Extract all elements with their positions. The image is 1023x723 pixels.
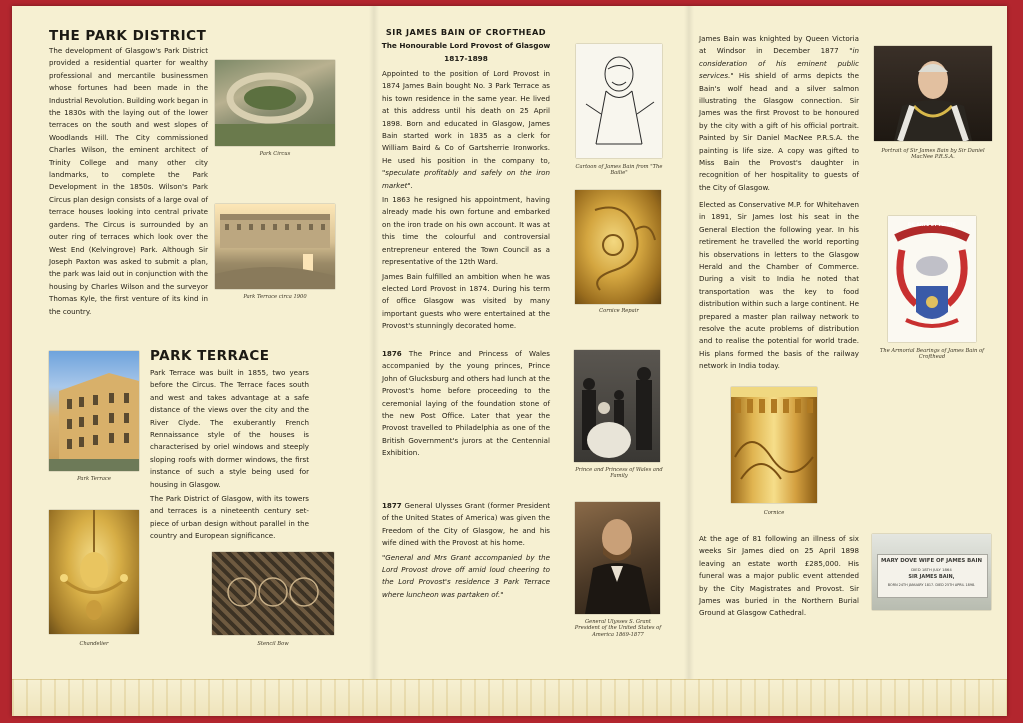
- ulysses-grant-caption: General Ulysses S. Grant President of the United States of America 1869-1877: [574, 619, 662, 638]
- park-district-title: THE PARK DISTRICT: [49, 28, 207, 44]
- ulysses-grant-photo: [575, 502, 660, 614]
- cornice-photo: [731, 387, 817, 503]
- park-terrace-1900-photo: [215, 204, 335, 289]
- bain-biography-text: Appointed to the position of Lord Provost in 1874 James Bain bought No. 3 Park Terrace as his town residence in the same year. He lived at this address until his death on 25 April 1898. Born and educated in Glasgow, James Bain started work in 1835 as a clerk for William Baird & Co of Gartsherrie Ironworks. He used his position in the company to, "speculate profitably and safely on the iron market". In 1863 he resigned his appointment, having already made his own fortune and embarked on the iron trade on his own account. It was at this time the colourful and controversial entrepreneur entered the Town Council as a representative of the 12th Ward. James Bain fulfilled an ambition when he was elected Lord Provost in 1874. During his term of office Glasgow was visited by many important guests who were entertained at the Provost's stunningly decorated home.: [382, 69, 550, 331]
- greek-key-border: [12, 679, 1007, 716]
- stencil-bow-caption: Stencil Bow: [257, 641, 289, 647]
- bain-portrait-photo: [874, 46, 992, 141]
- prince-princess-caption: Prince and Princess of Wales and Family: [575, 467, 663, 480]
- cornice-repair-caption: Cornice Repair: [599, 308, 639, 314]
- gravestone-line-1: MARY DOVE WIFE OF JAMES BAIN: [881, 558, 982, 564]
- bain-portrait-caption: Portrait of Sir James Bain by Sir Daniel MacNee P.R.S.A.: [881, 148, 985, 161]
- years-subtitle: 1817-1898: [444, 54, 488, 63]
- park-terrace-title: PARK TERRACE: [150, 348, 270, 364]
- chandelier-caption: Chandelier: [79, 641, 109, 647]
- chandelier-photo: [49, 510, 139, 634]
- stencil-bow-photo: [212, 552, 334, 635]
- park-terrace-text: Park Terrace was built in 1855, two years before the Circus. The Terrace faces south and west and takes advantage at a safe distance of the views over the city and the River Clyde. The exuberantly French Rennaissance style of the houses is characterised by oriel windows and steeply sloping roofs with dormer windows, the first instance of such a style being used for housing in Glasgow. The Park District of Glasgow, with its towers and terraces is a nineteenth century set-piece of urban design without parallel in the country and European significance.: [150, 368, 309, 541]
- park-circus-photo: [215, 60, 335, 146]
- events-1876-text: 1876 The Prince and Princess of Wales accompanied by the young princes, Prince John of Glucksburg and others had lunch at the Provost's home before proceeding to the ceremonial laying of the foundation stone of the new Post Office. Later that year the Provost travelled to Philadelphia as one of the British Government's jurors at the Centennial Exhibition.: [382, 349, 550, 458]
- cornice-caption: Cornice: [763, 510, 785, 516]
- gravestone-line-4: BORN 24TH JANUARY 1817. DIED 25TH APRIL 1898.: [887, 583, 976, 587]
- park-district-text: The development of Glasgow's Park District provided a residential quarter for wealthy professional and mercantile businessmen whose fortunes had been made in the Industrial Revolution. Building work began in the 1830s with the laying out of the lower terraces on the south and west slopes of Woodlands Hill. The City commissioned Charles Wilson, the eminent architect of Trinity College and many other city landmarks, to complete the Park Development in the 1850s. Wilson's Park Circus plan design consists of a large oval of terrace houses looking into central private gardens. The Circus is surrounded by an outer ring of terraces which look over the West End (Kelvingrove) Park. Although Sir Joseph Paxton was asked to submit a plan, the park was laid out in conjunction with the housing by Charles Wilson and the surveyor Thomas Kyle, the first venture of its kind in the country.: [49, 46, 208, 316]
- armorial-bearings-caption: The Armorial Bearings of James Bain of Crofthead: [879, 348, 985, 361]
- gravestone-line-3: SIR JAMES BAIN,: [908, 574, 955, 580]
- death-text: At the age of 81 following an illness of six weeks Sir James died on 25 April 1898 leaving an estate worth £285,000. His funeral was a major public event attended by the City Magistrates and Provost. Sir James was buried in the Northern Burial Ground at Glasgow Cathedral.: [699, 534, 859, 618]
- gravestone-photo: [872, 534, 991, 610]
- park-terrace-photo: [49, 351, 139, 471]
- arms-motto: DE ARTE ET MARTE: [908, 223, 956, 228]
- bain-cartoon-image: [576, 44, 662, 158]
- fold-crease-right: [684, 6, 694, 716]
- leaflet-page: [12, 6, 1007, 716]
- park-terrace-caption: Park Terrace: [77, 476, 111, 482]
- gravestone-line-2: DIED 18TH JULY 1864: [911, 567, 952, 572]
- james-bain-title: SIR JAMES BAIN OF CROFTHEAD: [385, 27, 547, 37]
- fold-crease-left: [369, 6, 379, 716]
- armorial-bearings-image: [888, 216, 976, 342]
- cornice-repair-photo: [575, 190, 661, 304]
- bain-cartoon-caption: Cartoon of James Bain from "The Bailie": [575, 164, 663, 177]
- events-1877-text: 1877 General Ulysses Grant (former President of the United States of America) was given the Freedom of the City of Glasgow, he and his wife dined with the Provost at his home. "General and Mrs Grant accompanied by the Lord Provost drove off amid loud cheering to the Lord Provost's residence 3 Park Terrace where luncheon was partaken of.": [382, 501, 550, 599]
- prince-princess-photo: [574, 350, 660, 462]
- lord-provost-subtitle: The Honourable Lord Provost of Glasgow: [381, 41, 551, 50]
- retirement-text: Elected as Conservative M.P. for Whitehaven in 1891, Sir James lost his seat in the General Election the following year. In his retirement he travelled the world reporting his observations in letters to the Glasgow Herald and the Chamber of Commerce. During a visit to India he noted that transportation was the key to food distribution within such a large continent. He prepared a master plan railway network to resolve the acute problems of distribution and to realise the potential for world trade. His plans formed the basis of the railway network in India today.: [699, 200, 859, 371]
- park-terrace-1900-caption: Park Terrace circa 1900: [243, 294, 307, 300]
- knighthood-text: James Bain was knighted by Queen Victoria at Windsor in December 1877 "in consideration of his eminent public services." His shield of arms depicts the Bain's wolf head and a silver salmon illustrating the Glasgow connection. Sir James was the first Provost to be honoured by the city with a gift of his official portrait. Painted by Sir Daniel MacNee P.R.S.A. the painting is life size. A copy was gifted to Miss Bain the Provost's daughter in recognition of her hospitality to guests of the City of Glasgow.: [699, 34, 860, 192]
- park-circus-caption: Park Circus: [259, 151, 291, 157]
